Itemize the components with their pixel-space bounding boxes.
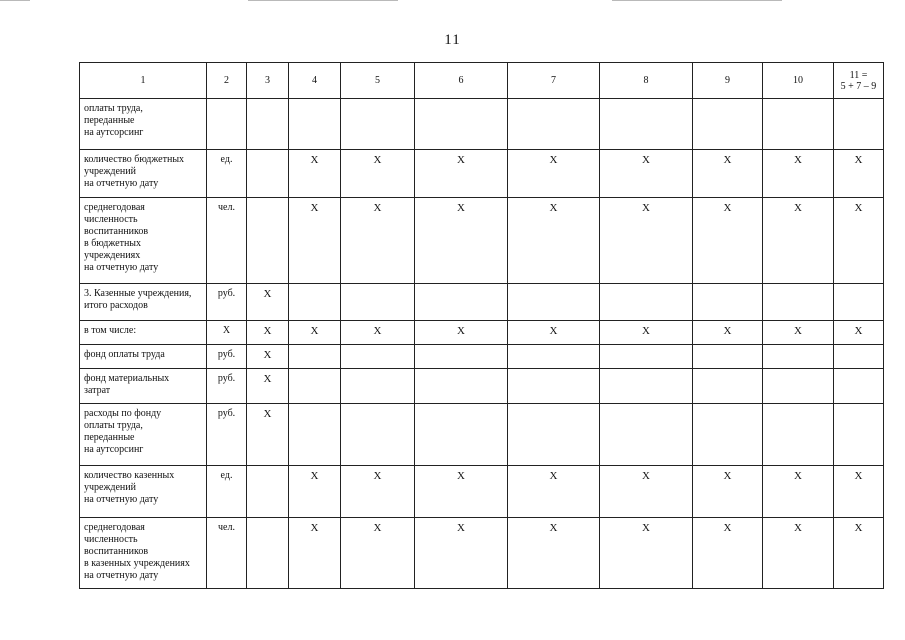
column-header: 2 [207, 63, 247, 99]
table-row [80, 345, 884, 369]
table-cell: X [600, 466, 693, 518]
column-header: 10 [763, 63, 834, 99]
unit-cell: чел. [207, 518, 247, 589]
table-body [80, 99, 884, 589]
row-label: 3. Казенные учреждения, итого расходов [80, 284, 207, 321]
table-cell: X [600, 198, 693, 284]
table-cell [693, 369, 763, 404]
table-cell: X [247, 345, 289, 369]
row-label: количество казенных учреждений на отчетную дату [80, 466, 207, 518]
table-cell: X [763, 321, 834, 345]
column-header: 4 [289, 63, 341, 99]
scan-edge-line-left [0, 0, 30, 1]
table-cell [415, 284, 508, 321]
table-row [80, 150, 884, 198]
row-label: фонд материальных затрат [80, 369, 207, 404]
table-cell [693, 345, 763, 369]
table-cell: X [508, 150, 600, 198]
table-cell: X [289, 150, 341, 198]
table-row [80, 284, 884, 321]
table-cell [834, 99, 884, 150]
table-cell [247, 518, 289, 589]
table-cell: X [289, 198, 341, 284]
column-header: 1 [80, 63, 207, 99]
table-cell [763, 99, 834, 150]
table-row [80, 321, 884, 345]
table-cell: X [289, 518, 341, 589]
table-cell [415, 369, 508, 404]
table-cell [341, 99, 415, 150]
table-cell [289, 99, 341, 150]
table-cell [600, 284, 693, 321]
table-cell: X [834, 466, 884, 518]
table-cell: X [600, 150, 693, 198]
table-cell: X [508, 321, 600, 345]
table-cell [693, 404, 763, 466]
table-cell [247, 99, 289, 150]
table-cell: X [834, 518, 884, 589]
table-cell [763, 404, 834, 466]
table-cell [508, 345, 600, 369]
table-cell: X [415, 466, 508, 518]
table-cell: X [693, 198, 763, 284]
table-cell [508, 284, 600, 321]
row-label: расходы по фонду оплаты труда, переданные на аутсорсинг [80, 404, 207, 466]
table-cell [600, 345, 693, 369]
table-cell: X [341, 150, 415, 198]
scan-edge-line-right [612, 0, 782, 1]
table-cell: X [763, 198, 834, 284]
table-cell: X [763, 466, 834, 518]
table-row [80, 518, 884, 589]
table-cell: X [600, 321, 693, 345]
table-cell [247, 198, 289, 284]
table-cell: X [289, 466, 341, 518]
table-cell: X [341, 198, 415, 284]
table-cell: X [247, 284, 289, 321]
row-label: количество бюджетных учреждений на отчетную дату [80, 150, 207, 198]
scan-edge-line-middle [248, 0, 398, 1]
table-cell [508, 99, 600, 150]
report-table [79, 62, 884, 589]
table-cell: X [693, 321, 763, 345]
column-header: 6 [415, 63, 508, 99]
table-cell [600, 99, 693, 150]
table-cell [763, 369, 834, 404]
table-cell [834, 404, 884, 466]
table-cell: X [415, 150, 508, 198]
table-cell [289, 345, 341, 369]
table-cell: X [341, 518, 415, 589]
table-cell: X [508, 198, 600, 284]
table-cell: X [763, 518, 834, 589]
unit-cell [207, 99, 247, 150]
table-cell: X [508, 518, 600, 589]
row-label: оплаты труда, переданные на аутсорсинг [80, 99, 207, 150]
unit-cell: X [207, 321, 247, 345]
table-cell: X [247, 369, 289, 404]
table-row [80, 466, 884, 518]
unit-cell: руб. [207, 404, 247, 466]
table-cell: X [341, 466, 415, 518]
table-cell [834, 284, 884, 321]
table-cell [247, 466, 289, 518]
table-cell [508, 369, 600, 404]
table-row [80, 369, 884, 404]
table-row [80, 198, 884, 284]
table-cell [341, 284, 415, 321]
column-header: 8 [600, 63, 693, 99]
table-cell [247, 150, 289, 198]
table-cell: X [508, 466, 600, 518]
table-cell: X [834, 198, 884, 284]
table-cell [341, 345, 415, 369]
table-cell [508, 404, 600, 466]
table-cell: X [834, 150, 884, 198]
table-cell [341, 369, 415, 404]
table-cell [289, 404, 341, 466]
table-cell: X [289, 321, 341, 345]
column-header: 5 [341, 63, 415, 99]
table-cell [415, 99, 508, 150]
column-header: 9 [693, 63, 763, 99]
page-number: 11 [444, 32, 461, 48]
table-cell: X [247, 321, 289, 345]
unit-cell: ед. [207, 150, 247, 198]
table-cell [289, 369, 341, 404]
row-label: в том числе: [80, 321, 207, 345]
unit-cell: руб. [207, 369, 247, 404]
column-header-formula: 11 = 5 + 7 – 9 [834, 63, 884, 99]
unit-cell: руб. [207, 284, 247, 321]
unit-cell: руб. [207, 345, 247, 369]
table-cell [834, 369, 884, 404]
table-cell: X [693, 518, 763, 589]
table-cell: X [415, 321, 508, 345]
table-cell: X [247, 404, 289, 466]
table-cell [289, 284, 341, 321]
table-cell: X [341, 321, 415, 345]
table-header-row [80, 63, 884, 99]
column-header: 3 [247, 63, 289, 99]
table-cell [600, 404, 693, 466]
column-header: 7 [508, 63, 600, 99]
table-cell [600, 369, 693, 404]
table-cell: X [415, 518, 508, 589]
table-cell: X [693, 466, 763, 518]
table-cell [341, 404, 415, 466]
table-cell: X [693, 150, 763, 198]
unit-cell: ед. [207, 466, 247, 518]
table-row [80, 404, 884, 466]
table-cell [763, 345, 834, 369]
table-cell [415, 404, 508, 466]
row-label: фонд оплаты труда [80, 345, 207, 369]
table-row [80, 99, 884, 150]
table-cell: X [834, 321, 884, 345]
table-cell [415, 345, 508, 369]
table-cell [763, 284, 834, 321]
table-cell [834, 345, 884, 369]
unit-cell: чел. [207, 198, 247, 284]
row-label: среднегодовая численность воспитанников в бюджетных учреждениях на отчетную дату [80, 198, 207, 284]
row-label: среднегодовая численность воспитанников в казенных учреждениях на отчетную дату [80, 518, 207, 589]
table-cell [693, 284, 763, 321]
table-cell: X [600, 518, 693, 589]
table-cell: X [415, 198, 508, 284]
table-cell: X [763, 150, 834, 198]
table-cell [693, 99, 763, 150]
